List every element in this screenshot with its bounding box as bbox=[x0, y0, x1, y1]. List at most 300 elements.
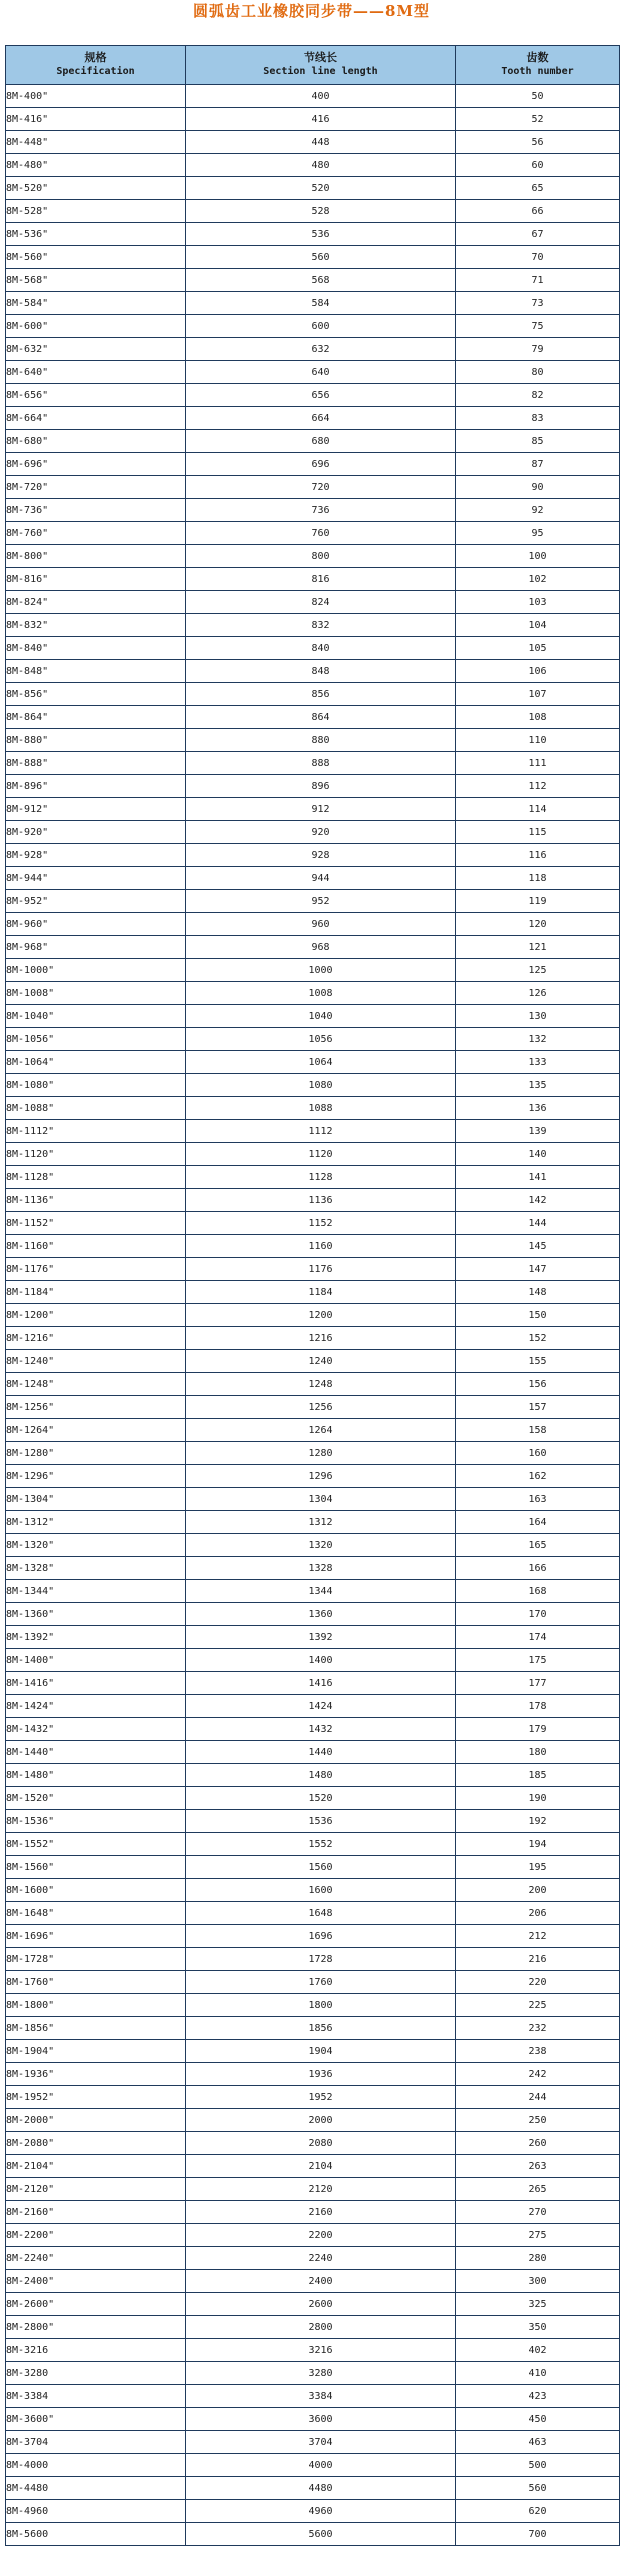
spec-cell: 8M-1176" bbox=[6, 1258, 186, 1281]
table-row bbox=[6, 1879, 620, 1902]
table-row bbox=[6, 1764, 620, 1787]
table-row bbox=[6, 177, 620, 200]
length-cell: 520 bbox=[186, 177, 456, 200]
length-cell: 640 bbox=[186, 361, 456, 384]
header-specification-cn: 规格 bbox=[84, 51, 107, 64]
spec-cell: 8M-1008" bbox=[6, 982, 186, 1005]
table-row bbox=[6, 1672, 620, 1695]
length-cell: 1560 bbox=[186, 1856, 456, 1879]
spec-cell: 8M-816" bbox=[6, 568, 186, 591]
table-row bbox=[6, 1833, 620, 1856]
length-cell: 560 bbox=[186, 246, 456, 269]
teeth-cell: 111 bbox=[456, 752, 620, 775]
spec-cell: 8M-1184" bbox=[6, 1281, 186, 1304]
spec-cell: 8M-1264" bbox=[6, 1419, 186, 1442]
spec-cell: 8M-1128" bbox=[6, 1166, 186, 1189]
table-row bbox=[6, 2339, 620, 2362]
length-cell: 1152 bbox=[186, 1212, 456, 1235]
spec-cell: 8M-912" bbox=[6, 798, 186, 821]
length-cell: 736 bbox=[186, 499, 456, 522]
teeth-cell: 135 bbox=[456, 1074, 620, 1097]
header-specification bbox=[6, 46, 186, 85]
spec-cell: 8M-856" bbox=[6, 683, 186, 706]
teeth-cell: 116 bbox=[456, 844, 620, 867]
length-cell: 952 bbox=[186, 890, 456, 913]
table-row bbox=[6, 1695, 620, 1718]
length-cell: 920 bbox=[186, 821, 456, 844]
teeth-cell: 195 bbox=[456, 1856, 620, 1879]
teeth-cell: 157 bbox=[456, 1396, 620, 1419]
spec-cell: 8M-944" bbox=[6, 867, 186, 890]
teeth-cell: 140 bbox=[456, 1143, 620, 1166]
table-row bbox=[6, 2293, 620, 2316]
header-section-line-length-en: Section line length bbox=[263, 66, 378, 77]
table-row bbox=[6, 2362, 620, 2385]
teeth-cell: 300 bbox=[456, 2270, 620, 2293]
table-row bbox=[6, 844, 620, 867]
spec-cell: 8M-1080" bbox=[6, 1074, 186, 1097]
length-cell: 848 bbox=[186, 660, 456, 683]
teeth-cell: 194 bbox=[456, 1833, 620, 1856]
length-cell: 928 bbox=[186, 844, 456, 867]
table-row bbox=[6, 108, 620, 131]
header-tooth-number-cn: 齿数 bbox=[526, 51, 549, 64]
table-row bbox=[6, 1028, 620, 1051]
table-row bbox=[6, 1925, 620, 1948]
teeth-cell: 126 bbox=[456, 982, 620, 1005]
table-row bbox=[6, 1327, 620, 1350]
table-row bbox=[6, 683, 620, 706]
length-cell: 2104 bbox=[186, 2155, 456, 2178]
length-cell: 1080 bbox=[186, 1074, 456, 1097]
length-cell: 2200 bbox=[186, 2224, 456, 2247]
teeth-cell: 105 bbox=[456, 637, 620, 660]
table-row bbox=[6, 1511, 620, 1534]
length-cell: 1360 bbox=[186, 1603, 456, 1626]
length-cell: 1304 bbox=[186, 1488, 456, 1511]
table-row bbox=[6, 2178, 620, 2201]
length-cell: 1800 bbox=[186, 1994, 456, 2017]
table-row bbox=[6, 1856, 620, 1879]
table-row bbox=[6, 1534, 620, 1557]
spec-cell: 8M-848" bbox=[6, 660, 186, 683]
spec-cell: 8M-832" bbox=[6, 614, 186, 637]
table-row bbox=[6, 361, 620, 384]
length-cell: 1040 bbox=[186, 1005, 456, 1028]
table-row bbox=[6, 1649, 620, 1672]
table-row bbox=[6, 752, 620, 775]
teeth-cell: 170 bbox=[456, 1603, 620, 1626]
length-cell: 584 bbox=[186, 292, 456, 315]
length-cell: 2000 bbox=[186, 2109, 456, 2132]
length-cell: 1160 bbox=[186, 1235, 456, 1258]
length-cell: 1008 bbox=[186, 982, 456, 1005]
table-row bbox=[6, 85, 620, 108]
spec-cell: 8M-1160" bbox=[6, 1235, 186, 1258]
spec-cell: 8M-2400" bbox=[6, 2270, 186, 2293]
teeth-cell: 141 bbox=[456, 1166, 620, 1189]
spec-cell: 8M-1112" bbox=[6, 1120, 186, 1143]
table-row bbox=[6, 1373, 620, 1396]
length-cell: 1256 bbox=[186, 1396, 456, 1419]
table-row bbox=[6, 1603, 620, 1626]
length-cell: 816 bbox=[186, 568, 456, 591]
table-row bbox=[6, 1350, 620, 1373]
table-row bbox=[6, 2086, 620, 2109]
spec-cell: 8M-1480" bbox=[6, 1764, 186, 1787]
teeth-cell: 156 bbox=[456, 1373, 620, 1396]
spec-cell: 8M-1088" bbox=[6, 1097, 186, 1120]
length-cell: 600 bbox=[186, 315, 456, 338]
table-row bbox=[6, 2040, 620, 2063]
spec-cell: 8M-720" bbox=[6, 476, 186, 499]
length-cell: 1184 bbox=[186, 1281, 456, 1304]
spec-cell: 8M-1424" bbox=[6, 1695, 186, 1718]
teeth-cell: 225 bbox=[456, 1994, 620, 2017]
table-row bbox=[6, 499, 620, 522]
teeth-cell: 158 bbox=[456, 1419, 620, 1442]
length-cell: 2400 bbox=[186, 2270, 456, 2293]
spec-cell: 8M-664" bbox=[6, 407, 186, 430]
page-title: 圆弧齿工业橡胶同步带——8M型 bbox=[192, 2, 431, 20]
table-row bbox=[6, 2431, 620, 2454]
teeth-cell: 200 bbox=[456, 1879, 620, 1902]
spec-cell: 8M-480" bbox=[6, 154, 186, 177]
spec-cell: 8M-2104" bbox=[6, 2155, 186, 2178]
length-cell: 1952 bbox=[186, 2086, 456, 2109]
spec-cell: 8M-1200" bbox=[6, 1304, 186, 1327]
length-cell: 1128 bbox=[186, 1166, 456, 1189]
teeth-cell: 270 bbox=[456, 2201, 620, 2224]
table-row bbox=[6, 1189, 620, 1212]
length-cell: 680 bbox=[186, 430, 456, 453]
teeth-cell: 242 bbox=[456, 2063, 620, 2086]
teeth-cell: 178 bbox=[456, 1695, 620, 1718]
header-tooth-number-en: Tooth number bbox=[501, 66, 574, 77]
spec-cell: 8M-3704 bbox=[6, 2431, 186, 2454]
spec-cell: 8M-1760" bbox=[6, 1971, 186, 1994]
table-header-row bbox=[6, 46, 620, 85]
teeth-cell: 168 bbox=[456, 1580, 620, 1603]
spec-cell: 8M-520" bbox=[6, 177, 186, 200]
teeth-cell: 500 bbox=[456, 2454, 620, 2477]
length-cell: 824 bbox=[186, 591, 456, 614]
table-row bbox=[6, 1994, 620, 2017]
table-row bbox=[6, 775, 620, 798]
table-row bbox=[6, 2454, 620, 2477]
table-row bbox=[6, 1258, 620, 1281]
spec-cell: 8M-1240" bbox=[6, 1350, 186, 1373]
table-row bbox=[6, 1580, 620, 1603]
teeth-cell: 463 bbox=[456, 2431, 620, 2454]
teeth-cell: 87 bbox=[456, 453, 620, 476]
spec-cell: 8M-400" bbox=[6, 85, 186, 108]
teeth-cell: 92 bbox=[456, 499, 620, 522]
spec-cell: 8M-1344" bbox=[6, 1580, 186, 1603]
length-cell: 1936 bbox=[186, 2063, 456, 2086]
teeth-cell: 250 bbox=[456, 2109, 620, 2132]
teeth-cell: 119 bbox=[456, 890, 620, 913]
table-row bbox=[6, 200, 620, 223]
teeth-cell: 100 bbox=[456, 545, 620, 568]
teeth-cell: 66 bbox=[456, 200, 620, 223]
teeth-cell: 350 bbox=[456, 2316, 620, 2339]
spec-cell: 8M-1536" bbox=[6, 1810, 186, 1833]
teeth-cell: 121 bbox=[456, 936, 620, 959]
table-row bbox=[6, 913, 620, 936]
spec-cell: 8M-1320" bbox=[6, 1534, 186, 1557]
table-row bbox=[6, 1235, 620, 1258]
spec-cell: 8M-824" bbox=[6, 591, 186, 614]
table-row bbox=[6, 476, 620, 499]
length-cell: 528 bbox=[186, 200, 456, 223]
teeth-cell: 160 bbox=[456, 1442, 620, 1465]
length-cell: 1480 bbox=[186, 1764, 456, 1787]
table-row bbox=[6, 2316, 620, 2339]
length-cell: 1728 bbox=[186, 1948, 456, 1971]
table-row bbox=[6, 660, 620, 683]
table-row bbox=[6, 821, 620, 844]
spec-cell: 8M-1856" bbox=[6, 2017, 186, 2040]
spec-cell: 8M-4960 bbox=[6, 2500, 186, 2523]
table-row bbox=[6, 1810, 620, 1833]
length-cell: 968 bbox=[186, 936, 456, 959]
length-cell: 1176 bbox=[186, 1258, 456, 1281]
spec-cell: 8M-1696" bbox=[6, 1925, 186, 1948]
length-cell: 1344 bbox=[186, 1580, 456, 1603]
length-cell: 480 bbox=[186, 154, 456, 177]
length-cell: 1240 bbox=[186, 1350, 456, 1373]
teeth-cell: 147 bbox=[456, 1258, 620, 1281]
teeth-cell: 80 bbox=[456, 361, 620, 384]
spec-cell: 8M-896" bbox=[6, 775, 186, 798]
table-row bbox=[6, 338, 620, 361]
spec-cell: 8M-1800" bbox=[6, 1994, 186, 2017]
length-cell: 4960 bbox=[186, 2500, 456, 2523]
teeth-cell: 212 bbox=[456, 1925, 620, 1948]
table-row bbox=[6, 890, 620, 913]
length-cell: 656 bbox=[186, 384, 456, 407]
length-cell: 416 bbox=[186, 108, 456, 131]
teeth-cell: 85 bbox=[456, 430, 620, 453]
table-row bbox=[6, 1488, 620, 1511]
teeth-cell: 423 bbox=[456, 2385, 620, 2408]
length-cell: 1120 bbox=[186, 1143, 456, 1166]
spec-cell: 8M-1136" bbox=[6, 1189, 186, 1212]
table-row bbox=[6, 1718, 620, 1741]
spec-cell: 8M-1216" bbox=[6, 1327, 186, 1350]
teeth-cell: 83 bbox=[456, 407, 620, 430]
table-row bbox=[6, 982, 620, 1005]
teeth-cell: 238 bbox=[456, 2040, 620, 2063]
length-cell: 536 bbox=[186, 223, 456, 246]
table-row bbox=[6, 1005, 620, 1028]
spec-cell: 8M-1904" bbox=[6, 2040, 186, 2063]
teeth-cell: 179 bbox=[456, 1718, 620, 1741]
spec-cell: 8M-1600" bbox=[6, 1879, 186, 1902]
table-row bbox=[6, 522, 620, 545]
table-row bbox=[6, 453, 620, 476]
table-row bbox=[6, 315, 620, 338]
spec-cell: 8M-3216 bbox=[6, 2339, 186, 2362]
length-cell: 960 bbox=[186, 913, 456, 936]
length-cell: 856 bbox=[186, 683, 456, 706]
length-cell: 1696 bbox=[186, 1925, 456, 1948]
length-cell: 1552 bbox=[186, 1833, 456, 1856]
table-row bbox=[6, 246, 620, 269]
table-row bbox=[6, 591, 620, 614]
teeth-cell: 70 bbox=[456, 246, 620, 269]
table-row bbox=[6, 131, 620, 154]
teeth-cell: 56 bbox=[456, 131, 620, 154]
table-row bbox=[6, 2500, 620, 2523]
length-cell: 1088 bbox=[186, 1097, 456, 1120]
teeth-cell: 260 bbox=[456, 2132, 620, 2155]
teeth-cell: 192 bbox=[456, 1810, 620, 1833]
length-cell: 1248 bbox=[186, 1373, 456, 1396]
length-cell: 832 bbox=[186, 614, 456, 637]
table-row bbox=[6, 1212, 620, 1235]
teeth-cell: 166 bbox=[456, 1557, 620, 1580]
spec-cell: 8M-1392" bbox=[6, 1626, 186, 1649]
table-row bbox=[6, 614, 620, 637]
teeth-cell: 185 bbox=[456, 1764, 620, 1787]
table-row bbox=[6, 959, 620, 982]
length-cell: 1856 bbox=[186, 2017, 456, 2040]
spec-cell: 8M-680" bbox=[6, 430, 186, 453]
teeth-cell: 150 bbox=[456, 1304, 620, 1327]
table-row bbox=[6, 1948, 620, 1971]
spec-cell: 8M-952" bbox=[6, 890, 186, 913]
length-cell: 1280 bbox=[186, 1442, 456, 1465]
length-cell: 1760 bbox=[186, 1971, 456, 1994]
length-cell: 400 bbox=[186, 85, 456, 108]
table-row bbox=[6, 1166, 620, 1189]
length-cell: 800 bbox=[186, 545, 456, 568]
table-row bbox=[6, 1120, 620, 1143]
spec-cell: 8M-1952" bbox=[6, 2086, 186, 2109]
table-row bbox=[6, 223, 620, 246]
length-cell: 1320 bbox=[186, 1534, 456, 1557]
teeth-cell: 263 bbox=[456, 2155, 620, 2178]
length-cell: 720 bbox=[186, 476, 456, 499]
spec-cell: 8M-1056" bbox=[6, 1028, 186, 1051]
table-row bbox=[6, 1787, 620, 1810]
teeth-cell: 410 bbox=[456, 2362, 620, 2385]
length-cell: 3216 bbox=[186, 2339, 456, 2362]
spec-cell: 8M-1520" bbox=[6, 1787, 186, 1810]
spec-cell: 8M-1440" bbox=[6, 1741, 186, 1764]
header-tooth-number bbox=[456, 46, 620, 85]
table-row bbox=[6, 1902, 620, 1925]
teeth-cell: 50 bbox=[456, 85, 620, 108]
spec-cell: 8M-5600 bbox=[6, 2523, 186, 2546]
teeth-cell: 108 bbox=[456, 706, 620, 729]
length-cell: 1112 bbox=[186, 1120, 456, 1143]
teeth-cell: 106 bbox=[456, 660, 620, 683]
spec-cell: 8M-4480 bbox=[6, 2477, 186, 2500]
table-row bbox=[6, 2017, 620, 2040]
spec-cell: 8M-1416" bbox=[6, 1672, 186, 1695]
table-row bbox=[6, 936, 620, 959]
length-cell: 1648 bbox=[186, 1902, 456, 1925]
table-row bbox=[6, 1304, 620, 1327]
spec-cell: 8M-888" bbox=[6, 752, 186, 775]
table-row bbox=[6, 2385, 620, 2408]
spec-cell: 8M-1000" bbox=[6, 959, 186, 982]
length-cell: 3280 bbox=[186, 2362, 456, 2385]
teeth-cell: 450 bbox=[456, 2408, 620, 2431]
teeth-cell: 139 bbox=[456, 1120, 620, 1143]
length-cell: 1000 bbox=[186, 959, 456, 982]
teeth-cell: 112 bbox=[456, 775, 620, 798]
spec-cell: 8M-920" bbox=[6, 821, 186, 844]
teeth-cell: 103 bbox=[456, 591, 620, 614]
spec-cell: 8M-1296" bbox=[6, 1465, 186, 1488]
spec-cell: 8M-1728" bbox=[6, 1948, 186, 1971]
table-row bbox=[6, 2224, 620, 2247]
teeth-cell: 700 bbox=[456, 2523, 620, 2546]
length-cell: 448 bbox=[186, 131, 456, 154]
length-cell: 696 bbox=[186, 453, 456, 476]
spec-cell: 8M-2800" bbox=[6, 2316, 186, 2339]
table-row bbox=[6, 1281, 620, 1304]
spec-cell: 8M-560" bbox=[6, 246, 186, 269]
teeth-cell: 142 bbox=[456, 1189, 620, 1212]
spec-cell: 8M-880" bbox=[6, 729, 186, 752]
teeth-cell: 620 bbox=[456, 2500, 620, 2523]
table-row bbox=[6, 1396, 620, 1419]
teeth-cell: 148 bbox=[456, 1281, 620, 1304]
table-row bbox=[6, 2270, 620, 2293]
length-cell: 912 bbox=[186, 798, 456, 821]
spec-cell: 8M-1040" bbox=[6, 1005, 186, 1028]
table-row bbox=[6, 2132, 620, 2155]
spec-cell: 8M-2160" bbox=[6, 2201, 186, 2224]
teeth-cell: 152 bbox=[456, 1327, 620, 1350]
spec-cell: 8M-1280" bbox=[6, 1442, 186, 1465]
table-row bbox=[6, 407, 620, 430]
length-cell: 1424 bbox=[186, 1695, 456, 1718]
spec-cell: 8M-840" bbox=[6, 637, 186, 660]
spec-cell: 8M-864" bbox=[6, 706, 186, 729]
table-row bbox=[6, 269, 620, 292]
table-row bbox=[6, 2523, 620, 2546]
teeth-cell: 114 bbox=[456, 798, 620, 821]
spec-cell: 8M-656" bbox=[6, 384, 186, 407]
spec-cell: 8M-1312" bbox=[6, 1511, 186, 1534]
spec-cell: 8M-2200" bbox=[6, 2224, 186, 2247]
spec-cell: 8M-1552" bbox=[6, 1833, 186, 1856]
spec-cell: 8M-1648" bbox=[6, 1902, 186, 1925]
length-cell: 2240 bbox=[186, 2247, 456, 2270]
length-cell: 2160 bbox=[186, 2201, 456, 2224]
length-cell: 1392 bbox=[186, 1626, 456, 1649]
teeth-cell: 144 bbox=[456, 1212, 620, 1235]
header-specification-en: Specification bbox=[56, 66, 135, 77]
table-row bbox=[6, 2155, 620, 2178]
spec-cell: 8M-1152" bbox=[6, 1212, 186, 1235]
teeth-cell: 216 bbox=[456, 1948, 620, 1971]
spec-cell: 8M-528" bbox=[6, 200, 186, 223]
length-cell: 1904 bbox=[186, 2040, 456, 2063]
teeth-cell: 132 bbox=[456, 1028, 620, 1051]
length-cell: 5600 bbox=[186, 2523, 456, 2546]
length-cell: 1056 bbox=[186, 1028, 456, 1051]
spec-cell: 8M-568" bbox=[6, 269, 186, 292]
table-row bbox=[6, 637, 620, 660]
teeth-cell: 125 bbox=[456, 959, 620, 982]
